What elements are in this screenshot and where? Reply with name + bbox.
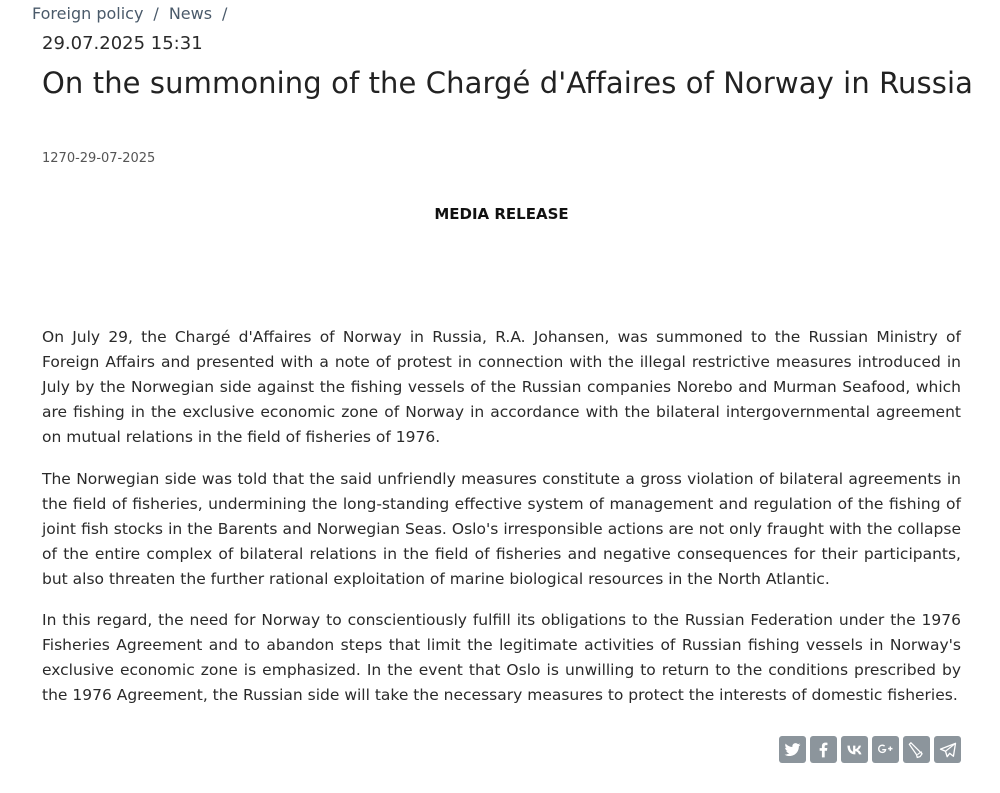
share-livejournal-button[interactable] — [903, 736, 930, 763]
article-datetime: 29.07.2025 15:31 — [42, 33, 203, 54]
article-paragraph: The Norwegian side was told that the said unfriendly measures constitute a gross violation of bilateral agreements in the field of fisheries, undermining the long-standing effective system of management and regulation of the fishing of joint fish stocks in the Barents and Norwegian Seas. Oslo's irresponsible actions are not only fraught with the collapse of the entire complex of bilateral relations in the field of fisheries and negative consequences for their participants, but also threaten the further rational exploitation of marine biological resources in the North Atlantic. — [42, 469, 961, 588]
share-bar — [779, 736, 961, 763]
article-paragraph: On July 29, the Chargé d'Affaires of Norway in Russia, R.A. Johansen, was summoned to the Russian Ministry of Foreign Affairs and presented with a note of protest in connection with the illegal restrictive measures introduced in July by the Norwegian side against the fishing vessels of the Russian companies Norebo and Murman Seafood, which are fishing in the exclusive economic zone of Norway in accordance with the bilateral intergovernmental agreement on mutual relations in the field of fisheries of 1976. — [42, 328, 961, 446]
page-title: On the summoning of the Chargé d'Affaires of Norway in Russia — [42, 66, 973, 100]
google-plus-icon — [875, 739, 896, 760]
share-twitter-button[interactable] — [779, 736, 806, 763]
media-release-label: MEDIA RELEASE — [434, 205, 569, 223]
breadcrumb-link-foreign-policy[interactable]: Foreign policy — [32, 4, 144, 23]
share-facebook-button[interactable] — [810, 736, 837, 763]
share-telegram-button[interactable] — [934, 736, 961, 763]
breadcrumb-link-news[interactable]: News — [168, 4, 213, 23]
article-body — [42, 325, 961, 725]
breadcrumb — [32, 4, 237, 23]
vk-icon — [844, 739, 865, 760]
breadcrumb-separator: / — [222, 4, 228, 23]
document-number: 1270-29-07-2025 — [42, 151, 156, 166]
share-google-plus-button[interactable] — [872, 736, 899, 763]
article-paragraph: In this regard, the need for Norway to conscientiously fulfill its obligations to the Russian Federation under the 1976 Fisheries Agreement and to abandon steps that limit the legitimate activities of Russian fishing vessels in Norway's exclusive economic zone is emphasized. In the event that Oslo is unwilling to return to the conditions prescribed by the 1976 Agreement, the Russian side will take the necessary measures to protect the interests of domestic fisheries. — [42, 611, 961, 704]
breadcrumb-separator: / — [153, 4, 159, 23]
share-vk-button[interactable] — [841, 736, 868, 763]
livejournal-icon — [907, 740, 926, 759]
twitter-icon — [783, 740, 802, 759]
facebook-icon — [814, 740, 833, 759]
telegram-icon — [938, 740, 958, 760]
